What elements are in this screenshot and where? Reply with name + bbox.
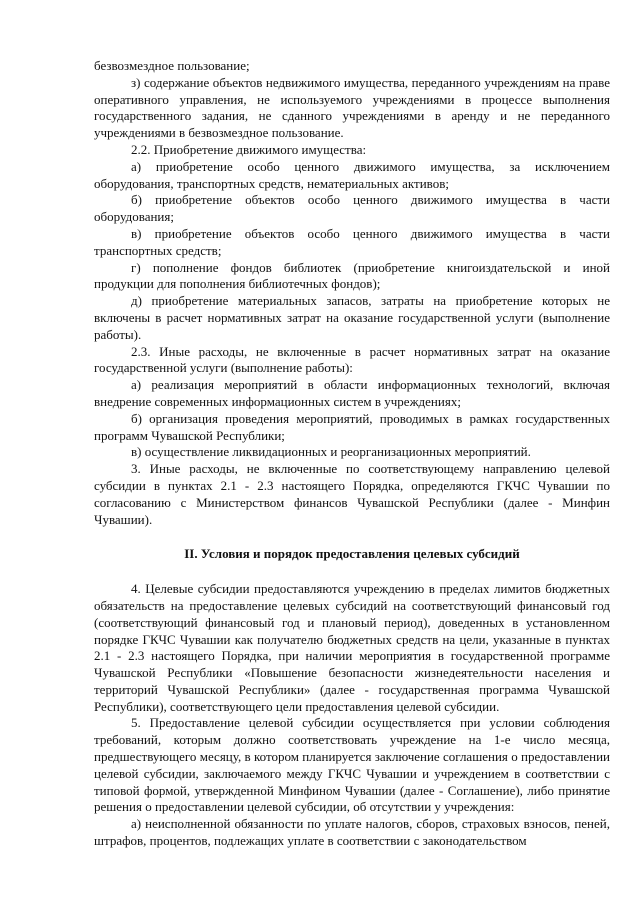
paragraph: 5. Предоставление целевой субсидии осуществляется при условии соблюдения требований, которым должно соответствовать учреждение на 1-е число месяца, предшествующего месяцу, в котором планируется заключение соглашения о предоставлении целевой субсидии, заключаемого между ГКЧС Чувашии и учреждением в соответствии с типовой формой, утвержденной Минфином Чувашии (далее - Соглашение), либо принятие решения о предоставлении целевой субсидии, об отсутствии у учреждения: [94,715,610,815]
paragraph: в) осуществление ликвидационных и реорганизационных мероприятий. [131,444,531,460]
paragraph: з) содержание объектов недвижимого имущества, переданного учреждениям на праве оперативного управления, не используемого учреждениями в процессе выполнения государственного задания, не сданного учреждениями в аренду и не переданного учреждениями в безвозмездное пользование. [94,74,610,141]
paragraph: а) приобретение особо ценного движимого имущества, за исключением оборудования, транспортных средств, нематериальных активов; [94,158,610,191]
paragraph: 2.2. Приобретение движимого имущества: [131,141,367,157]
document-page [94,58,610,850]
paragraph: а) неисполненной обязанности по уплате налогов, сборов, страховых взносов, пеней, штрафов, процентов, подлежащих уплате в соответствии с законодательством [94,816,610,849]
section-heading: II. Условия и порядок предоставления целевых субсидий [184,546,520,562]
paragraph: 4. Целевые субсидии предоставляются учреждению в пределах лимитов бюджетных обязательств на предоставление целевых субсидий на соответствующий финансовый год (соответствующий финансовый год и плановый период), доведенных в установленном порядке ГКЧС Чувашии как получателю бюджетных средств на цели, указанные в пунктах 2.1 - 2.3 настоящего Порядка, при наличии мероприятия в государственной программе Чувашской Республики «Повышение безопасности жизнедеятельности населения и территорий Чувашской Республики» (далее - государственная программа Чувашской Республики), соответствующего цели предоставления целевой субсидии. [94,581,610,714]
paragraph: 2.3. Иные расходы, не включенные в расчет нормативных затрат на оказание государственной услуги (выполнение работы): [94,343,610,376]
paragraph: 3. Иные расходы, не включенные по соответствующему направлению целевой субсидии в пунктах 2.1 - 2.3 настоящего Порядка, определяются ГКЧС Чувашии по согласованию с Министерством финансов Чувашской Республики (далее - Минфин Чувашии). [94,461,610,527]
paragraph: в) приобретение объектов особо ценного движимого имущества в части транспортных средств; [94,225,610,258]
paragraph: б) организация проведения мероприятий, проводимых в рамках государственных программ Чувашской Республики; [94,410,610,443]
paragraph: г) пополнение фондов библиотек (приобретение книгоиздательской и иной продукции для пополнения библиотечных фондов); [94,259,610,292]
paragraph: б) приобретение объектов особо ценного движимого имущества в части оборудования; [94,192,610,225]
paragraph: д) приобретение материальных запасов, затраты на приобретение которых не включены в расчет нормативных затрат на оказание государственной услуги (выполнение работы). [94,293,610,342]
paragraph: безвозмездное пользование; [94,58,250,73]
paragraph: а) реализация мероприятий в области информационных технологий, включая внедрение современных информационных систем в учреждениях; [94,377,610,409]
